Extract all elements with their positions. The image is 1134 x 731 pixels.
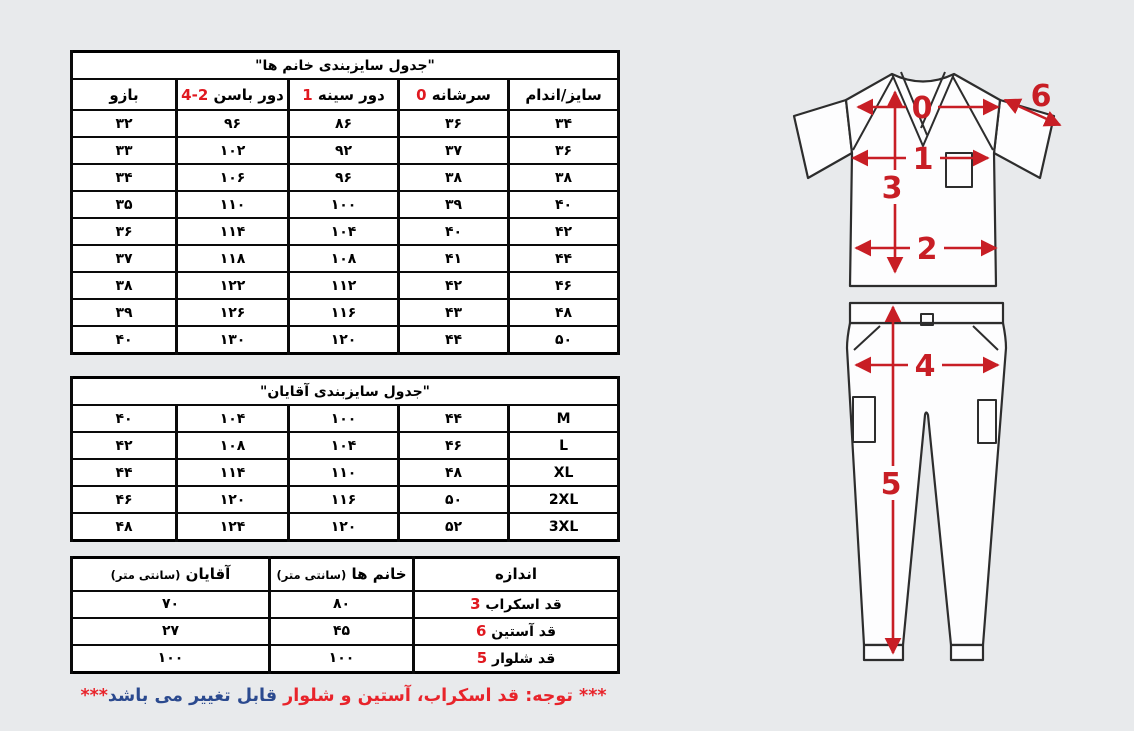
- women-table-value-cell: ۳۲: [72, 110, 177, 137]
- women-table-value-cell: ۳۶: [72, 218, 177, 245]
- women-table-value-cell: ۱۰۴: [289, 218, 399, 245]
- men-table-value-cell: ۵۰: [399, 486, 509, 513]
- women-table-row: [72, 137, 619, 164]
- men-table-value-cell: ۱۲۰: [177, 486, 289, 513]
- women-table-size-cell: ۴۲: [509, 218, 619, 245]
- women-table-value-cell: ۱۳۰: [177, 326, 289, 354]
- length-table-header-row: [72, 558, 619, 591]
- cuff-right: [951, 645, 983, 660]
- length-column-header: خانم ها (سانتی متر): [270, 558, 414, 591]
- women-table-value-cell: ۳۵: [72, 191, 177, 218]
- women-table-value-cell: ۱۰۶: [177, 164, 289, 191]
- women-table-value-cell: ۳۹: [72, 299, 177, 326]
- women-table-size-cell: ۴۸: [509, 299, 619, 326]
- men-table-value-cell: ۴۸: [72, 513, 177, 541]
- men-table-value-cell: ۴۸: [399, 459, 509, 486]
- women-table-value-cell: ۳۷: [399, 137, 509, 164]
- men-table-size-cell: XL: [509, 459, 619, 486]
- men-table-value-cell: ۱۱۴: [177, 459, 289, 486]
- women-table-size-cell: ۴۶: [509, 272, 619, 299]
- length-men-value-cell: ۷۰: [72, 591, 270, 618]
- length-table-row: [72, 618, 619, 645]
- length-measure-label-cell: قد اسکراب 3: [414, 591, 619, 618]
- chest-dim-label: 1: [912, 142, 934, 177]
- women-table-row: [72, 191, 619, 218]
- women-table-value-cell: ۱۱۴: [177, 218, 289, 245]
- women-table-value-cell: ۳۸: [72, 272, 177, 299]
- women-table-size-cell: ۵۰: [509, 326, 619, 354]
- women-table-size-cell: ۴۰: [509, 191, 619, 218]
- men-table-value-cell: ۱۱۶: [289, 486, 399, 513]
- women-table-row: [72, 110, 619, 137]
- men-table-value-cell: ۱۱۰: [289, 459, 399, 486]
- women-table-value-cell: ۱۱۸: [177, 245, 289, 272]
- women-table-value-cell: ۴۲: [399, 272, 509, 299]
- men-table-value-cell: ۴۲: [72, 432, 177, 459]
- note-lead-stars: ***: [572, 686, 607, 706]
- men-size-table: [70, 376, 620, 542]
- men-table-value-cell: ۴۶: [72, 486, 177, 513]
- women-table-value-cell: ۳۸: [399, 164, 509, 191]
- men-table-value-cell: ۴۴: [399, 405, 509, 432]
- men-table-value-cell: ۱۲۰: [289, 513, 399, 541]
- women-table-size-cell: ۳۴: [509, 110, 619, 137]
- men-table-size-cell: 3XL: [509, 513, 619, 541]
- women-table-value-cell: ۳۴: [72, 164, 177, 191]
- women-column-header: دور سینه 1: [289, 79, 399, 110]
- women-table-title: "جدول سایزبندی خانم ها": [72, 52, 619, 80]
- women-table-value-cell: ۱۰۸: [289, 245, 399, 272]
- men-table-value-cell: ۱۰۴: [177, 405, 289, 432]
- women-size-table: [70, 50, 620, 355]
- women-table-value-cell: ۳۳: [72, 137, 177, 164]
- women-column-header: بازو: [72, 79, 177, 110]
- women-table-value-cell: ۴۱: [399, 245, 509, 272]
- scrubs-measurement-diagram: [778, 58, 1090, 713]
- hip-dim-label: 4: [914, 349, 936, 384]
- men-table-value-cell: ۱۰۰: [289, 405, 399, 432]
- cuff-left: [864, 645, 903, 660]
- women-table-value-cell: ۹۶: [289, 164, 399, 191]
- women-table-value-cell: ۸۶: [289, 110, 399, 137]
- women-table-value-cell: ۱۰۲: [177, 137, 289, 164]
- women-table-size-cell: ۳۸: [509, 164, 619, 191]
- length-women-value-cell: ۸۰: [270, 591, 414, 618]
- length-table-row: [72, 591, 619, 618]
- women-table-value-cell: ۳۷: [72, 245, 177, 272]
- women-table-row: [72, 326, 619, 354]
- length-measure-label-cell: قد شلوار 5: [414, 645, 619, 673]
- women-table-value-cell: ۴۰: [72, 326, 177, 354]
- men-table-row: [72, 432, 619, 459]
- men-table-size-cell: 2XL: [509, 486, 619, 513]
- men-table-value-cell: ۱۲۴: [177, 513, 289, 541]
- length-men-value-cell: ۱۰۰: [72, 645, 270, 673]
- men-table-row: [72, 486, 619, 513]
- women-table-row: [72, 272, 619, 299]
- length-table: [70, 556, 620, 674]
- women-table-row: [72, 218, 619, 245]
- length-women-value-cell: ۱۰۰: [270, 645, 414, 673]
- women-column-header: سایز/اندام: [509, 79, 619, 110]
- men-table-value-cell: ۴۰: [72, 405, 177, 432]
- women-table-row: [72, 245, 619, 272]
- women-table-row: [72, 164, 619, 191]
- note-tail-stars: ***: [80, 686, 108, 706]
- women-table-value-cell: ۱۲۶: [177, 299, 289, 326]
- women-table-value-cell: ۱۰۰: [289, 191, 399, 218]
- hem-dim-label: 2: [916, 232, 938, 267]
- women-column-header: دور باسن 2-4: [177, 79, 289, 110]
- men-table-value-cell: ۴۶: [399, 432, 509, 459]
- men-table-value-cell: ۱۰۸: [177, 432, 289, 459]
- sleeve-dim-label: 6: [1030, 79, 1052, 114]
- men-table-size-cell: M: [509, 405, 619, 432]
- pants-length-dim-label: 5: [880, 467, 902, 502]
- women-table-value-cell: ۴۰: [399, 218, 509, 245]
- men-table-title: "جدول سایزبندی آقایان": [72, 378, 619, 406]
- length-column-header: اندازه: [414, 558, 619, 591]
- length-measure-label-cell: قد آستین 6: [414, 618, 619, 645]
- women-table-value-cell: ۴۴: [399, 326, 509, 354]
- women-table-row: [72, 299, 619, 326]
- men-table-row: [72, 513, 619, 541]
- women-table-value-cell: ۹۲: [289, 137, 399, 164]
- length-table-row: [72, 645, 619, 673]
- men-table-size-cell: L: [509, 432, 619, 459]
- women-table-value-cell: ۱۱۲: [289, 272, 399, 299]
- women-table-value-cell: ۱۲۰: [289, 326, 399, 354]
- women-column-header: سرشانه 0: [399, 79, 509, 110]
- women-table-value-cell: ۱۱۶: [289, 299, 399, 326]
- men-table-row: [72, 459, 619, 486]
- men-table-value-cell: ۵۲: [399, 513, 509, 541]
- note-warning-red: توجه: قد اسکراب، آستین و شلوار: [283, 686, 573, 706]
- women-table-value-cell: ۴۳: [399, 299, 509, 326]
- scrub-length-dim-label: 3: [881, 171, 903, 206]
- note-text: [70, 686, 617, 706]
- note-warning-blue: قابل تغییر می باشد: [107, 686, 284, 706]
- men-table-title-row: [72, 378, 619, 406]
- women-table-value-cell: ۹۶: [177, 110, 289, 137]
- women-table-value-cell: ۱۱۰: [177, 191, 289, 218]
- men-table-value-cell: ۴۴: [72, 459, 177, 486]
- shoulder-dim-label: 0: [911, 91, 933, 126]
- women-table-value-cell: ۳۹: [399, 191, 509, 218]
- men-table-row: [72, 405, 619, 432]
- women-table-header-row: [72, 79, 619, 110]
- women-table-size-cell: ۴۴: [509, 245, 619, 272]
- women-table-size-cell: ۳۶: [509, 137, 619, 164]
- women-table-value-cell: ۳۶: [399, 110, 509, 137]
- length-women-value-cell: ۴۵: [270, 618, 414, 645]
- length-men-value-cell: ۲۷: [72, 618, 270, 645]
- women-table-value-cell: ۱۲۲: [177, 272, 289, 299]
- left-sleeve: [794, 100, 852, 178]
- women-table-title-row: [72, 52, 619, 80]
- length-column-header: آقایان (سانتی متر): [72, 558, 270, 591]
- men-table-value-cell: ۱۰۴: [289, 432, 399, 459]
